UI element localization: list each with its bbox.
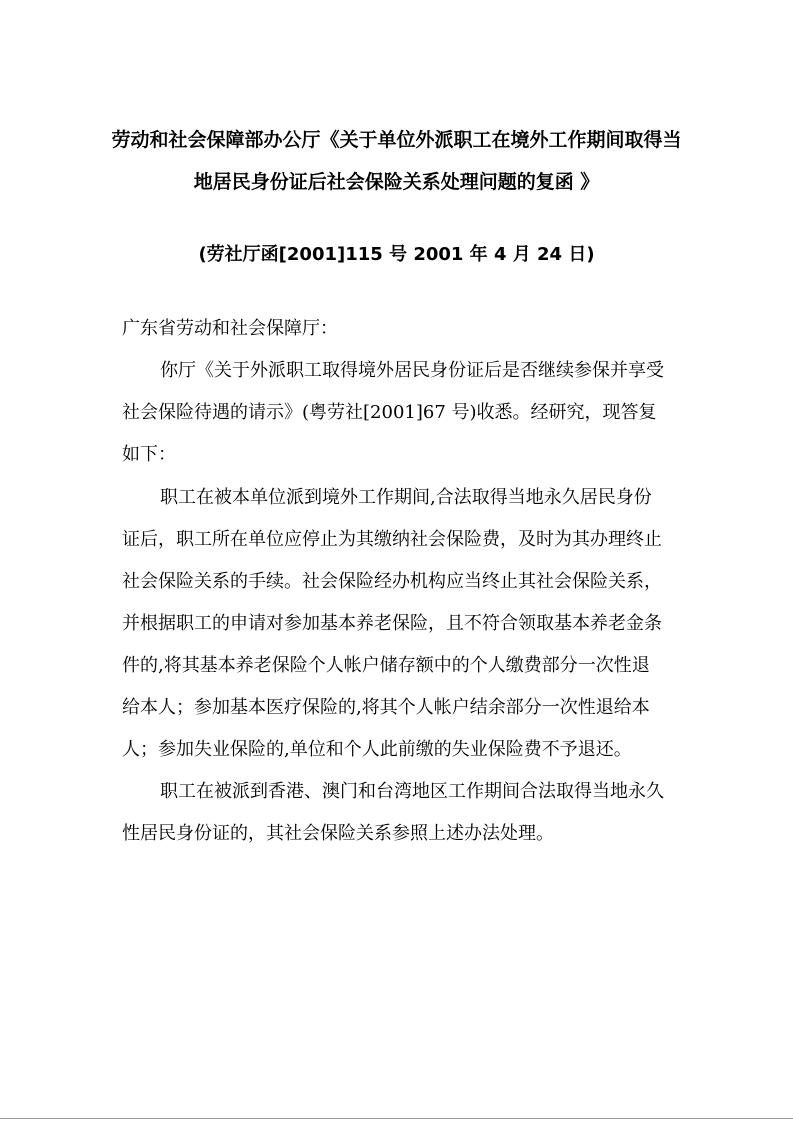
paragraph-1-line: 社会保险待遇的请示》(粤劳社[2001]67 号)收悉。经研究，现答复 <box>122 402 657 423</box>
document-title-line-1: 劳动和社会保障部办公厅《关于单位外派职工在境外工作期间取得当 <box>111 129 682 151</box>
paragraph-2-line: 给本人；参加基本医疗保险的,将其个人帐户结余部分一次性退给本 <box>122 697 650 718</box>
paragraph-2-line: 职工在被本单位派到境外工作期间,合法取得当地永久居民身份 <box>160 487 652 508</box>
paragraph-2-line: 件的,将其基本养老保险个人帐户储存额中的个人缴费部分一次性退 <box>122 655 650 676</box>
document-number: (劳社厅函[2001]115 号 2001 年 4 月 24 日) <box>198 244 595 265</box>
paragraph-1-line: 你厅《关于外派职工取得境外居民身份证后是否继续参保并享受 <box>160 360 664 381</box>
paragraph-3-line: 性居民身份证的，其社会保险关系参照上述办法处理。 <box>122 823 554 844</box>
paragraph-3-line: 职工在被派到香港、澳门和台湾地区工作期间合法取得当地永久 <box>160 781 664 802</box>
salutation: 广东省劳动和社会保障厅： <box>122 318 338 339</box>
paragraph-2-line: 社会保险关系的手续。社会保险经办机构应当终止其社会保险关系， <box>122 571 662 592</box>
paragraph-2-line: 证后，职工所在单位应停止为其缴纳社会保险费，及时为其办理终止 <box>122 529 662 550</box>
paragraph-2-line: 人；参加失业保险的,单位和个人此前缴的失业保险费不予退还。 <box>122 739 632 760</box>
document-title-line-2: 地居民身份证后社会保险关系处理问题的复函 》 <box>193 171 600 193</box>
paragraph-1-line: 如下： <box>122 444 176 465</box>
page-bottom-divider <box>0 1118 793 1119</box>
paragraph-2-line: 并根据职工的申请对参加基本养老保险，且不符合领取基本养老金条 <box>122 613 662 634</box>
